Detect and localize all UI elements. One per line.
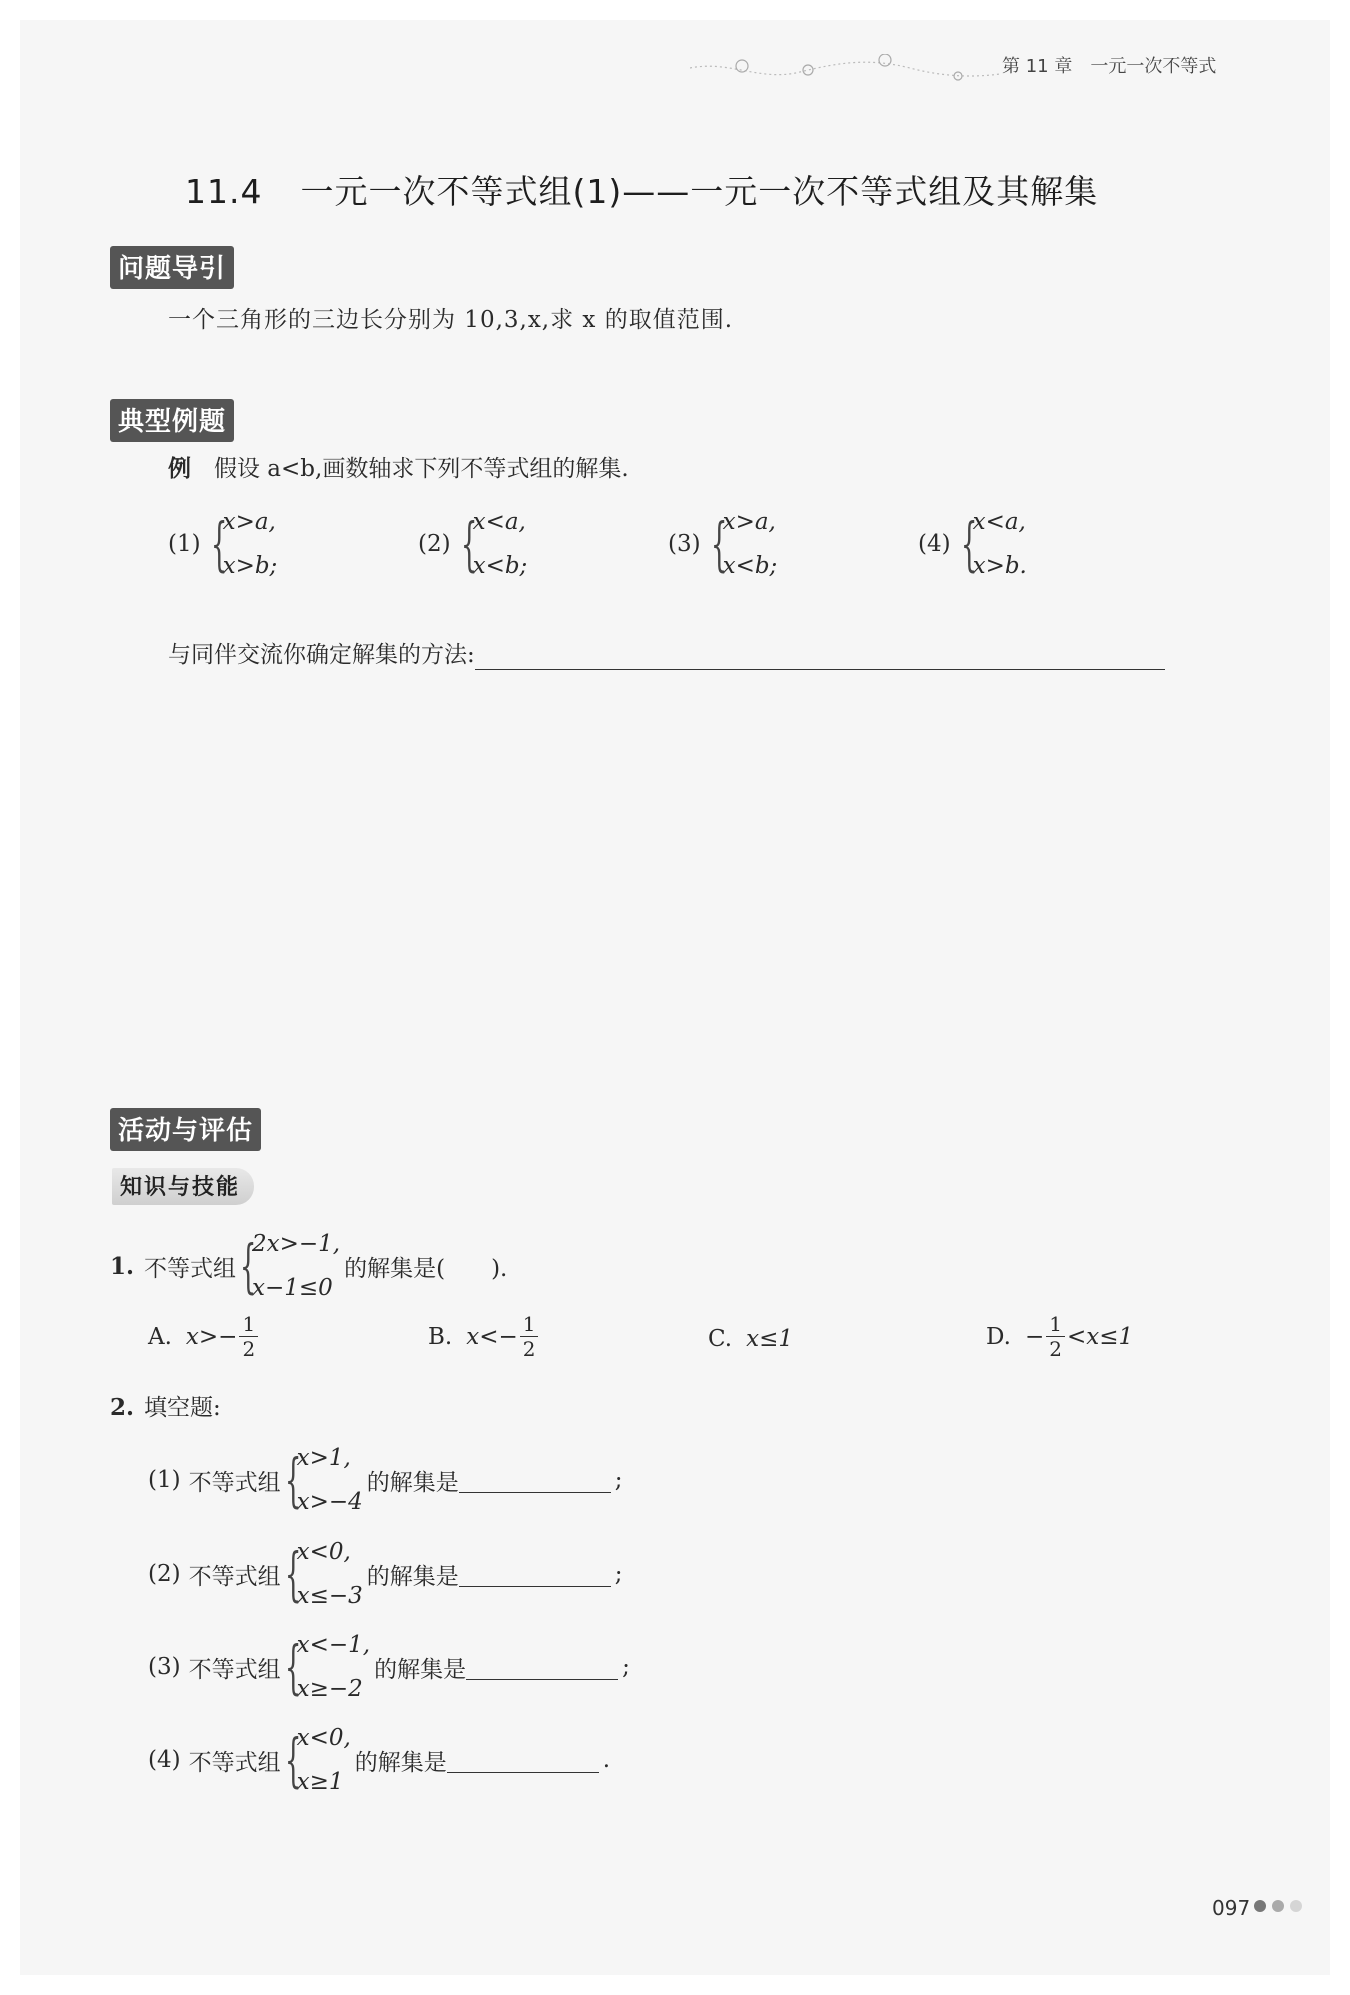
page-dot-icon [1254,1900,1266,1912]
system-line-1: x<a, [472,509,526,535]
brace-icon: { [710,510,728,578]
fraction [239,1312,258,1361]
page-title [185,166,1098,213]
question-number: 2. [110,1394,135,1421]
option-expr: x<− [466,1323,518,1350]
item-post: 的解集是 [354,1749,447,1776]
fraction [520,1312,539,1361]
option-expr: x>− [185,1323,238,1350]
exchange-prompt: 与同伴交流你确定解集的方法: [168,642,475,668]
option-label: A. [148,1323,172,1350]
example-system-2 [418,500,527,588]
example-label: 例 [168,455,191,482]
system-label: (1) [168,531,201,557]
item-end: ; [614,1561,623,1587]
fill-item-4 [148,1716,610,1804]
system-line-2: x<b; [722,553,778,579]
question-pre: 不等式组 [144,1255,237,1282]
system-line-2: x>b; [222,553,278,579]
question-post: 的解集是( ). [344,1255,508,1282]
answer-blank[interactable] [475,643,1165,670]
system-line-2: x<b; [472,553,528,579]
question-1 [110,1222,507,1310]
brace-icon: { [210,510,228,578]
brace-icon: { [284,1633,302,1701]
section-number: 11.4 [185,172,263,211]
answer-blank[interactable] [447,1748,599,1773]
fill-item-1 [148,1436,623,1524]
fraction-denominator: 2 [1049,1337,1062,1361]
system-line-2: x>−4 [296,1489,363,1515]
page-number: 097 [1212,1896,1251,1920]
tag-typical-example: 典型例题 [110,399,234,442]
brace-icon: { [960,510,978,578]
brace-icon: { [460,510,478,578]
brace-icon: { [239,1232,257,1300]
option-b[interactable] [428,1312,540,1361]
system-line-1: x<a, [972,509,1026,535]
option-a[interactable] [148,1312,260,1361]
system-line-1: x<0, [296,1725,351,1751]
option-c[interactable] [708,1326,793,1352]
fraction-numerator: 1 [520,1312,539,1337]
brace-icon: { [284,1726,302,1794]
answer-blank[interactable] [459,1562,611,1587]
system-line-2: x≥1 [296,1769,344,1795]
fraction-denominator: 2 [522,1337,536,1361]
system-label: (4) [918,531,951,557]
fraction-denominator: 2 [242,1337,256,1361]
item-pre: 不等式组 [188,1656,281,1683]
item-end: ; [622,1654,630,1680]
problem-text: 一个三角形的三边长分别为 10,3,x,求 x 的取值范围. [168,307,734,333]
item-end: . [602,1747,611,1773]
question-2 [110,1393,221,1423]
answer-blank[interactable] [466,1655,618,1680]
item-post: 的解集是 [366,1469,459,1496]
system-line-1: x>a, [722,509,776,535]
item-pre: 不等式组 [188,1749,281,1776]
option-label: B. [428,1323,453,1350]
item-label: (4) [148,1747,181,1773]
header-decoration [690,54,1000,84]
chapter-header: 第 11 章 一元一次不等式 [1002,56,1217,77]
question-title: 填空题: [144,1395,221,1421]
item-label: (1) [148,1467,181,1493]
page-dot-icon [1290,1900,1302,1912]
option-d[interactable] [986,1312,1133,1361]
item-post: 的解集是 [374,1656,467,1683]
option-expr-post: <x≤1 [1066,1323,1134,1350]
system-line-1: 2x>−1, [252,1231,341,1257]
fraction-numerator: 1 [239,1312,258,1337]
system-line-1: x<−1, [296,1632,371,1658]
page-dot-icon [1272,1900,1284,1912]
answer-blank[interactable] [459,1468,611,1493]
brace-icon: { [284,1446,302,1514]
fill-item-3 [148,1623,630,1711]
system-line-1: x<0, [296,1539,351,1565]
tag-problem-guide: 问题导引 [110,246,234,289]
example-lead [168,454,629,484]
item-pre: 不等式组 [188,1469,281,1496]
system-label: (3) [668,531,701,557]
example-system-4 [918,500,1027,588]
option-label: D. [986,1323,1011,1350]
fraction [1046,1312,1065,1361]
example-text: 假设 a<b,画数轴求下列不等式组的解集. [214,456,629,482]
system-line-2: x>b. [972,553,1027,579]
system-line-1: x>1, [296,1445,351,1471]
fraction-numerator: 1 [1046,1312,1065,1337]
option-label: C. [708,1326,733,1352]
system-line-2: x−1≤0 [252,1275,333,1301]
section-title: 一元一次不等式组(1)——一元一次不等式组及其解集 [300,172,1099,211]
question-number: 1. [110,1252,135,1280]
system-line-2: x≤−3 [296,1583,363,1609]
option-expr: x≤1 [746,1326,793,1352]
brace-icon: { [284,1540,302,1608]
subtag-knowledge-skills: 知识与技能 [112,1168,254,1205]
example-system-1 [168,500,277,588]
item-pre: 不等式组 [188,1563,281,1590]
item-label: (2) [148,1561,181,1587]
option-expr-pre: − [1024,1323,1045,1350]
item-end: ; [614,1467,623,1493]
system-line-1: x>a, [222,509,276,535]
system-label: (2) [418,531,451,557]
exchange-line [168,640,1165,670]
example-system-3 [668,500,777,588]
item-post: 的解集是 [366,1563,459,1590]
item-label: (3) [148,1654,181,1680]
system-line-2: x≥−2 [296,1676,363,1702]
fill-item-2 [148,1530,623,1618]
tag-activity-assessment: 活动与评估 [110,1108,261,1151]
